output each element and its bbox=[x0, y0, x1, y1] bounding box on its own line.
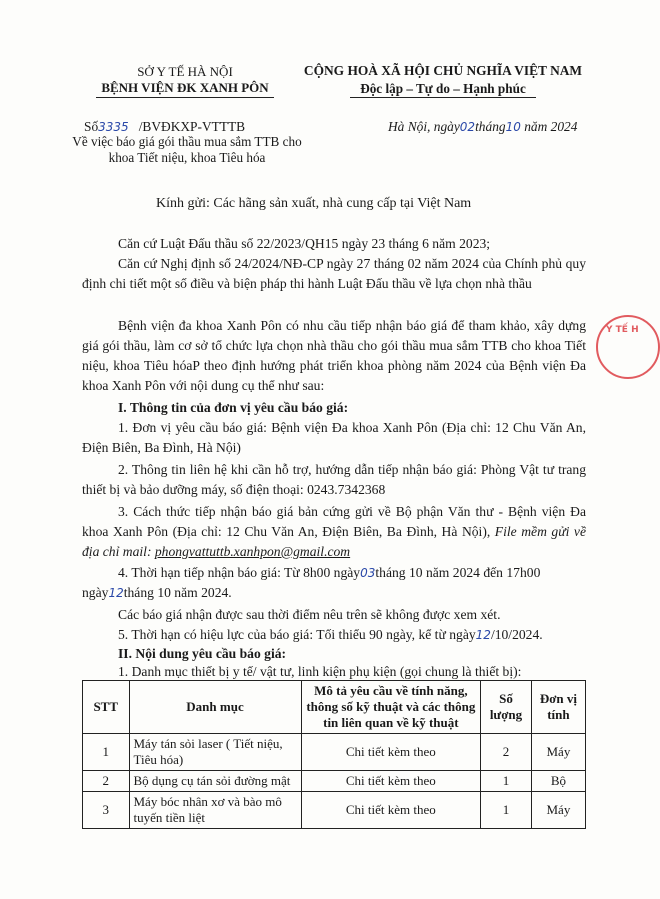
cell-qty: 1 bbox=[481, 771, 532, 792]
motto-underline bbox=[350, 97, 536, 98]
paragraph-purpose: Bệnh viện đa khoa Xanh Pôn có nhu cầu tiếp nhận báo giá để tham khảo, xây dựng giá gói thầu, làm cơ sở tổ chức lựa chọn nhà thầu cho gói thầu mua sắm TTB cho khoa Tiết niệu, khoa Tiêu hóaP theo định hướng phát triển khoa phòng năm 2024 của Bệnh viện Đa khoa Xanh Pôn với nội dung cụ thể như sau: bbox=[82, 318, 586, 393]
email-link[interactable]: phongvattuttb.xanhpon@gmail.com bbox=[154, 544, 351, 559]
item-4-day-start: 03 bbox=[360, 566, 376, 580]
date-line bbox=[388, 119, 577, 135]
doc-number bbox=[84, 119, 245, 135]
col-unit: Đơn vị tính bbox=[531, 681, 585, 734]
section-2-heading: II. Nội dung yêu cầu báo giá: bbox=[118, 646, 287, 661]
hospital-stamp bbox=[596, 315, 660, 379]
date-month-label: tháng bbox=[475, 119, 506, 134]
table-header-row bbox=[83, 681, 586, 734]
date-month: 10 bbox=[505, 120, 521, 134]
equipment-table bbox=[82, 680, 586, 829]
cell-name: Bộ dụng cụ tán sỏi đường mật bbox=[129, 771, 301, 792]
subject-line-2: khoa Tiết niệu, khoa Tiêu hóa bbox=[108, 150, 266, 165]
item-5 bbox=[82, 625, 586, 645]
table-row bbox=[83, 771, 586, 792]
cell-unit: Bộ bbox=[531, 771, 585, 792]
motto: Độc lập – Tự do – Hạnh phúc bbox=[360, 81, 526, 96]
cell-stt: 3 bbox=[83, 792, 130, 829]
item-3 bbox=[82, 502, 586, 562]
cell-name: Máy bóc nhân xơ và bào mô tuyến tiền liệt bbox=[129, 792, 301, 829]
item-1: 1. Đơn vị yêu cầu báo giá: Bệnh viện Đa khoa Xanh Pôn (Địa chỉ: 12 Chu Văn An, Điện Biên, Ba Đình, Hà Nội) bbox=[82, 420, 586, 455]
org-parent: SỞ Y TẾ HÀ NỘI bbox=[137, 64, 233, 79]
stamp-text: Y TẾ H bbox=[606, 325, 639, 335]
cell-stt: 2 bbox=[83, 771, 130, 792]
date-year: năm 2024 bbox=[524, 119, 578, 134]
cell-desc: Chi tiết kèm theo bbox=[301, 771, 481, 792]
doc-number-handwritten: 3335 bbox=[98, 120, 129, 134]
recipient: Kính gửi: Các hãng sản xuất, nhà cung cấp tại Việt Nam bbox=[156, 196, 472, 211]
doc-number-suffix: /BVĐKXP-VTTTB bbox=[138, 119, 246, 134]
subject-line-1: Về việc báo giá gói thầu mua sắm TTB cho bbox=[72, 134, 302, 149]
email-label: File mềm gửi về địa chỉ mail: bbox=[82, 524, 587, 559]
org-underline bbox=[96, 97, 274, 98]
country-title: CỘNG HOÀ XÃ HỘI CHỦ NGHĨA VIỆT NAM bbox=[303, 63, 583, 78]
col-qty: Số lượng bbox=[481, 681, 532, 734]
cell-qty: 2 bbox=[481, 734, 532, 771]
item-4-text-a: 4. Thời hạn tiếp nhận báo giá: Từ 8h00 ngày bbox=[118, 565, 361, 580]
item-4-note: Các báo giá nhận được sau thời điểm nêu trên sẽ không được xem xét. bbox=[118, 607, 501, 622]
col-stt: STT bbox=[83, 681, 130, 734]
cell-name: Máy tán sỏi laser ( Tiết niệu, Tiêu hóa) bbox=[129, 734, 301, 771]
paragraph-decree: Căn cứ Nghị định số 24/2024/NĐ-CP ngày 27 tháng 02 năm 2024 của Chính phủ quy định chi tiết một số điều và biện pháp thi hành Luật Đấu thầu về lựa chọn nhà thầu bbox=[82, 256, 586, 291]
item-2: 2. Thông tin liên hệ khi cần hỗ trợ, hướng dẫn tiếp nhận báo giá: Phòng Vật tư trang thiết bị và bảo dưỡng máy, số điện thoại: 0243.7342368 bbox=[82, 462, 586, 497]
item-4 bbox=[82, 563, 586, 603]
cell-desc: Chi tiết kèm theo bbox=[301, 734, 481, 771]
cell-qty: 1 bbox=[481, 792, 532, 829]
paragraph-law: Căn cứ Luật Đấu thầu số 22/2023/QH15 ngày 23 tháng 6 năm 2023; bbox=[118, 236, 491, 251]
cell-unit: Máy bbox=[531, 792, 585, 829]
table-row bbox=[83, 792, 586, 829]
item-4-text-c: ngày bbox=[82, 585, 109, 600]
date-prefix: Hà Nội, ngày bbox=[388, 119, 460, 134]
col-desc: Mô tả yêu cầu về tính năng, thông số kỹ thuật và các thông tin liên quan về kỹ thuật bbox=[301, 681, 481, 734]
item-5-text-a: 5. Thời hạn có hiệu lực của báo giá: Tối thiểu 90 ngày, kể từ ngày bbox=[118, 627, 476, 642]
org-name: BỆNH VIỆN ĐK XANH PÔN bbox=[101, 80, 269, 95]
section-1-heading: I. Thông tin của đơn vị yêu cầu báo giá: bbox=[118, 400, 349, 415]
item-5-day: 12 bbox=[475, 628, 491, 642]
table-row bbox=[83, 734, 586, 771]
date-day: 02 bbox=[459, 120, 476, 134]
doc-number-prefix: Số bbox=[84, 119, 99, 134]
cell-unit: Máy bbox=[531, 734, 585, 771]
item-5-text-b: /10/2024. bbox=[490, 627, 543, 642]
item-4-text-d: tháng 10 năm 2024. bbox=[123, 585, 232, 600]
item-4-day-end: 12 bbox=[108, 586, 124, 600]
section-2-item-1: 1. Danh mục thiết bị y tế/ vật tư, linh kiện phụ kiện (gọi chung là thiết bị): bbox=[118, 664, 522, 679]
cell-desc: Chi tiết kèm theo bbox=[301, 792, 481, 829]
subject bbox=[62, 134, 312, 166]
cell-stt: 1 bbox=[83, 734, 130, 771]
item-3-text: 3. Cách thức tiếp nhận báo giá bản cứng gửi về Bộ phận Văn thư - Bệnh viện Đa khoa Xanh Pôn (Địa chỉ: 12 Chu Văn An, Điện Biên, Ba Đình, Hà Nội), bbox=[82, 504, 586, 539]
item-4-text-b: tháng 10 năm 2024 đến 17h00 bbox=[375, 565, 541, 580]
col-name: Danh mục bbox=[129, 681, 301, 734]
